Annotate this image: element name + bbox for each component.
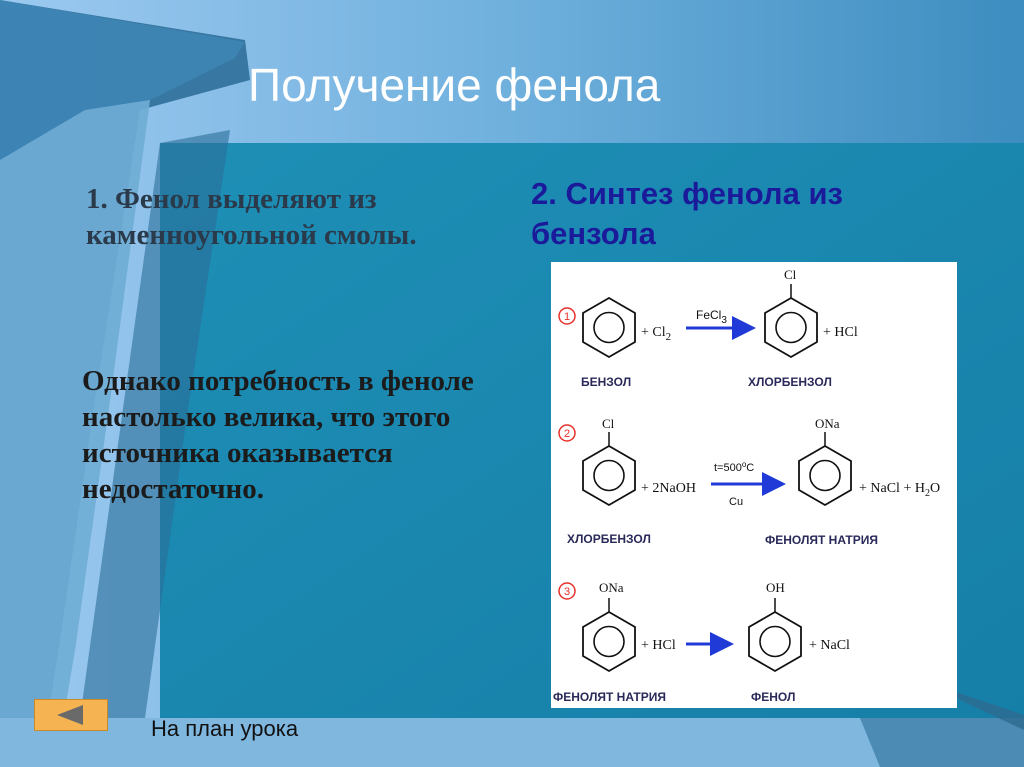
- benzene-ring-icon: [583, 298, 635, 357]
- label-chlorobenzene-1: ХЛОРБЕНЗОЛ: [748, 375, 832, 389]
- point-1-content: 1. Фенол выделяют из каменноугольной смолы.: [86, 183, 417, 251]
- reaction-3-product-substituent: OH: [766, 580, 785, 595]
- reaction-1-catalyst: FeCl$_3$: [696, 308, 727, 326]
- chlorobenzene-ring-icon: [583, 446, 635, 505]
- back-to-plan-button[interactable]: [34, 699, 108, 731]
- reaction-2: [559, 416, 940, 547]
- point-1-text: [86, 182, 466, 254]
- label-chlorobenzene-2: ХЛОРБЕНЗОЛ: [567, 532, 651, 546]
- reaction-scheme-panel: [551, 262, 957, 708]
- sodium-phenolate-ring-icon: [583, 612, 635, 671]
- reaction-3-reactant-substituent: ONa: [599, 580, 624, 595]
- section-heading-synthesis: 2. Синтез фенола из бензола: [531, 176, 843, 252]
- label-phenol: ФЕНОЛ: [751, 690, 796, 704]
- reaction-3-reagent: + HCl: [641, 638, 676, 653]
- reaction-1-substituent: Cl: [784, 267, 797, 282]
- reaction-2-condition-temp: $t=500^oC$: [714, 460, 755, 474]
- reaction-3: [553, 580, 850, 704]
- reaction-2-product-substituent: ONa: [815, 416, 840, 431]
- reaction-1-byproduct: + HCl: [823, 325, 858, 340]
- reaction-3-number: 3: [563, 586, 571, 598]
- label-benzene: БЕНЗОЛ: [581, 375, 632, 389]
- sodium-phenolate-ring-icon: [799, 446, 851, 505]
- label-sodium-phenolate-2: ФЕНОЛЯТ НАТРИЯ: [553, 690, 666, 704]
- reaction-2-condition-catalyst: Cu: [729, 496, 744, 508]
- label-sodium-phenolate-1: ФЕНОЛЯТ НАТРИЯ: [765, 533, 878, 547]
- reaction-2-number: 2: [563, 428, 571, 440]
- reaction-1-reagent: + $Cl_2$: [641, 325, 672, 343]
- reaction-1-number: 1: [563, 311, 571, 323]
- reaction-3-byproduct: + NaCl: [809, 638, 850, 653]
- back-to-plan-link[interactable]: На план урока: [151, 716, 299, 741]
- point-2-text: Однако потребность в феноле настолько велика, что этого источника оказывается недостаточно.: [82, 365, 474, 505]
- arrow-left-icon: [35, 700, 107, 730]
- slide-title: Получение фенола: [248, 59, 661, 111]
- reaction-2-byproducts: + NaCl + $H_2O$: [859, 481, 941, 499]
- reaction-1: [559, 267, 858, 389]
- chlorobenzene-ring-icon: [765, 298, 817, 357]
- phenol-ring-icon: [749, 612, 801, 671]
- reaction-2-reactant-substituent: Cl: [602, 416, 615, 431]
- reaction-2-reagent: + 2NaOH: [641, 481, 696, 496]
